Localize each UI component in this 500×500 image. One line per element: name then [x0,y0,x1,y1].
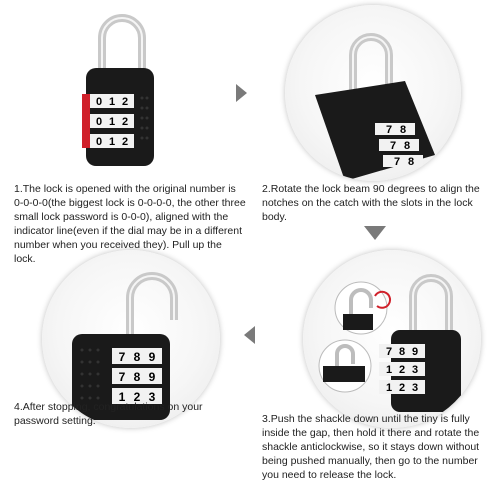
dial-digit: 2 [121,136,129,148]
dial-digit: 7 [118,370,126,384]
dial-digit: 7 [393,156,401,168]
dial-digit: 7 [118,350,126,364]
step-1-image [62,8,180,178]
dial-digit: 8 [403,140,411,152]
step-1-caption: 1.The lock is opened with the original number is 0-0-0-0(the biggest lock is 0-0-0-0, the other three small lock password is 0-0-0), aligned with the indicator line(even if the dial may be in a different number when you received they). Pull up the lock. [14,183,246,265]
dial-digit: 3 [411,382,419,394]
dial-digit: 3 [411,364,419,376]
padlock-shackle-down-image [303,250,481,428]
arrow-left-icon [244,326,255,344]
dial-digit: 2 [121,116,129,128]
step-3-caption: 3.Push the shackle down until the tiny is fully inside the gap, then hold it there and rotate the shackle anticlockwise, so it stays down without being pushed manually, then go to the number you need to release the lock. [262,413,480,481]
dial-digit: 7 [385,124,393,136]
arrow-right-icon [236,84,247,102]
dial-digit: 8 [398,346,406,358]
dial-digit: 8 [133,370,141,384]
dial-digit: 1 [108,116,116,128]
step-2-caption: 2.Rotate the lock beam 90 degrees to align the notches on the catch with the slots in the lock body. [262,183,480,223]
dial-digit: 1 [108,136,116,148]
dial-digit: 7 [385,346,393,358]
dial-digit: 8 [407,156,415,168]
dial-digit: 9 [148,350,156,364]
padlock-open-image [62,8,180,178]
dial-digit: 8 [133,350,141,364]
step-3-image [303,250,481,428]
dial-digit: 0 [95,136,103,148]
dial-digit: 9 [148,370,156,384]
dial-digit: 9 [411,346,419,358]
dial-digit: 1 [385,382,393,394]
dial-digit: 0 [95,96,103,108]
dial-digit: 1 [118,390,126,404]
padlock-rotated-image [285,5,461,181]
dial-digit: 2 [121,96,129,108]
dial-digit: 2 [133,390,141,404]
dial-digit: 8 [399,124,407,136]
dial-digit: 1 [108,96,116,108]
dial-digit: 3 [148,390,156,404]
dial-digit: 0 [95,116,103,128]
step-2-image [285,5,461,181]
arrow-down-icon [364,226,386,240]
dial-digit: 7 [389,140,397,152]
dial-digit: 1 [385,364,393,376]
dial-digit: 2 [398,364,406,376]
dial-digit: 2 [398,382,406,394]
step-4-caption: 4.After stopping, congratulations on your password setting. [14,401,203,427]
